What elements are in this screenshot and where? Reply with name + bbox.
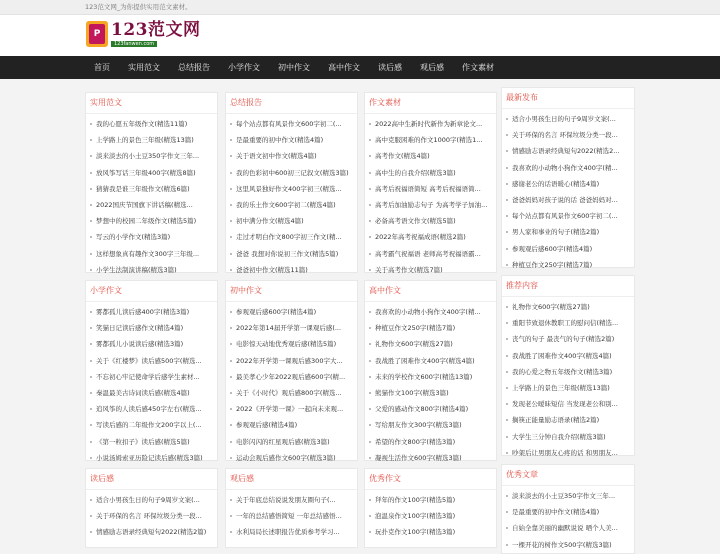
article-link[interactable]: 礼物作文600字(精选27篇) — [506, 299, 630, 315]
article-link[interactable]: 我的色彩初中600初三记叙文(精选3篇) — [230, 165, 353, 181]
article-link[interactable]: 必备高考语文作文(精选5篇) — [369, 213, 492, 229]
article-link[interactable]: 参观观后感600字(精选4篇) — [506, 241, 630, 257]
article-link[interactable]: 2022年高考祝福成语(精选2篇) — [369, 229, 492, 245]
article-link[interactable]: 丧气的句子 最丧气的句子(精选2篇) — [506, 331, 630, 347]
article-link[interactable]: 情感励志语录经典短句2022(精选2篇) — [90, 524, 213, 540]
article-link[interactable]: 一棵开花的树作文500字(精选3篇) — [506, 537, 630, 553]
section-title[interactable]: 实用范文 — [86, 93, 217, 114]
section-box-5 — [364, 280, 497, 461]
section-box-7 — [501, 275, 635, 456]
section-box-10 — [364, 468, 497, 548]
article-link[interactable]: 最美孝心少年2022观后感600字(精... — [230, 369, 353, 385]
article-link[interactable]: 每个站点都有风景作文600字初二(... — [506, 208, 630, 224]
section-box-4 — [225, 280, 358, 461]
nav-item-2[interactable]: 总结报告 — [178, 63, 210, 72]
article-link[interactable]: 大学生三分钟自我介绍(精选3篇) — [506, 429, 630, 445]
article-link[interactable]: 小说汤姆索亚历险记读后感(精选3篇) — [90, 450, 213, 466]
article-link[interactable]: 小学生法制演讲稿(精选3篇) — [90, 262, 213, 278]
article-list — [365, 114, 496, 278]
article-link[interactable]: 关于《小时代》观后感800字(精选... — [230, 385, 353, 401]
section-title[interactable]: 最新发布 — [502, 88, 634, 109]
article-link[interactable]: 每个站点都有风景作文600字初二(... — [230, 116, 353, 132]
article-link[interactable]: 2022年第14届开学第一课观后感(... — [230, 320, 353, 336]
article-link[interactable]: 泡温泉作文100字(精选3篇) — [369, 508, 492, 524]
article-link[interactable]: 关于环保的名言 环保垃圾分类一段... — [90, 508, 213, 524]
article-link[interactable]: 写云的小学作文(精选3篇) — [90, 229, 213, 245]
article-list — [502, 109, 634, 273]
nav-item-5[interactable]: 高中作文 — [328, 63, 360, 72]
article-link[interactable]: 参观观后感(精选4篇) — [230, 417, 353, 433]
article-link[interactable]: 爸爸 我想对你说初三作文(精选5篇) — [230, 246, 353, 262]
article-link[interactable]: 运动会观后感作文600字(精选3篇) — [230, 450, 353, 466]
section-title[interactable]: 作文素材 — [365, 93, 496, 114]
article-link[interactable]: 适合小男孩生日的句子9周岁文案(... — [506, 111, 630, 127]
article-link[interactable]: 不忘初心牢记使命学后感学生素材... — [90, 369, 213, 385]
article-link[interactable]: 我的乐土作文600字初二(精选4篇) — [230, 197, 353, 213]
article-link[interactable]: 情感励志语录经典短句2022(精选2... — [506, 143, 630, 159]
article-link[interactable]: 拜年的作文100字(精选5篇) — [369, 492, 492, 508]
article-link[interactable]: 上学路上的景色三年级(精选13篇) — [90, 132, 213, 148]
section-title[interactable]: 优秀作文 — [365, 469, 496, 490]
article-link[interactable]: 自始全靠美丽的幽默说说 晒个人美... — [506, 520, 630, 536]
article-link[interactable]: 吵架后让男朋友心疼的话 和男朋友... — [506, 445, 630, 461]
article-link[interactable]: 希望的作文800字(精选3篇) — [369, 434, 492, 450]
article-link[interactable]: 雾都孤儿小说读后感(精选3篇) — [90, 336, 213, 352]
logo-title: 123范文网 — [111, 19, 201, 40]
article-link[interactable]: 秦温最美古诗词读后感(精选4篇) — [90, 385, 213, 401]
article-list — [86, 490, 217, 541]
article-list — [365, 490, 496, 541]
article-link[interactable]: 是最重要的初中作文(精选4篇) — [506, 504, 630, 520]
article-link[interactable]: 熊猫作文100字(精选3篇) — [369, 385, 492, 401]
article-link[interactable]: 重阳节致退休教职工的慰问信(精选... — [506, 315, 630, 331]
section-box-9 — [225, 468, 358, 548]
article-link[interactable]: 我战胜了困难作文400字(精选4篇) — [506, 348, 630, 364]
header — [0, 15, 720, 56]
article-link[interactable]: 关于《红楼梦》读后感500字(精选... — [90, 353, 213, 369]
article-link[interactable]: 高中生的自我介绍(精选3篇) — [369, 165, 492, 181]
article-link[interactable]: 感谢老公的话语暖心(精选4篇) — [506, 176, 630, 192]
article-link[interactable]: 高考后加油励志句子 为高考学子加油... — [369, 197, 492, 213]
section-box-6 — [501, 87, 635, 268]
article-link[interactable]: 我的心爱之物五年级作文(精选3篇) — [506, 364, 630, 380]
article-list — [365, 302, 496, 466]
section-title[interactable]: 总结报告 — [226, 93, 357, 114]
article-link[interactable]: 电影惊天动地优秀观后感(精选5篇) — [230, 336, 353, 352]
nav-item-0[interactable]: 首页 — [94, 63, 110, 72]
section-title[interactable]: 读后感 — [86, 469, 217, 490]
article-link[interactable]: 猜猜我是谁三年级作文(精选6篇) — [90, 181, 213, 197]
article-link[interactable]: 凝视生活作文600字(精选3篇) — [369, 450, 492, 466]
article-link[interactable]: 参观观后感600字(精选4篇) — [230, 304, 353, 320]
article-link[interactable]: 《第一粒扣子》读后感(精选5篇) — [90, 434, 213, 450]
article-link[interactable]: 梦想中的校园二年级作文(精选5篇) — [90, 213, 213, 229]
article-link[interactable]: 上学路上的景色三年级(精选13篇) — [506, 380, 630, 396]
section-box-0 — [85, 92, 218, 273]
nav-item-4[interactable]: 初中作文 — [278, 63, 310, 72]
section-title[interactable]: 高中作文 — [365, 281, 496, 302]
nav-item-8[interactable]: 作文素材 — [462, 63, 494, 72]
section-title[interactable]: 观后感 — [226, 469, 357, 490]
article-link[interactable]: 爸爸妈妈对孩子说的话 爸爸妈妈对... — [506, 192, 630, 208]
article-link[interactable]: 高考作文(精选4篇) — [369, 148, 492, 164]
article-list — [226, 302, 357, 466]
article-link[interactable]: 2022年开学第一课观后感300字大... — [230, 353, 353, 369]
article-link[interactable]: 关于环保的名言 环保垃圾分类一段... — [506, 127, 630, 143]
nav-item-1[interactable]: 实用范文 — [128, 63, 160, 72]
article-link[interactable]: 礼物作文600字(精选27篇) — [369, 336, 492, 352]
article-list — [226, 114, 357, 278]
article-link[interactable]: 写读后感的二年级作文200字以上(... — [90, 417, 213, 433]
article-link[interactable]: 关于高考作文(精选7篇) — [369, 262, 492, 278]
article-list — [226, 490, 357, 541]
article-link[interactable]: 雾都孤儿读后感400字(精选3篇) — [90, 304, 213, 320]
article-link[interactable]: 2022国庆节国旗下讲话稿(精选... — [90, 197, 213, 213]
article-link[interactable]: 笑猫日记读后感作文(精选4篇) — [90, 320, 213, 336]
section-title[interactable]: 小学作文 — [86, 281, 217, 302]
section-box-8 — [85, 468, 218, 548]
nav-item-3[interactable]: 小学作文 — [228, 63, 260, 72]
article-list — [86, 302, 217, 466]
article-link[interactable]: 高考霸气祝福语 老师高考祝福语霸... — [369, 246, 492, 262]
article-link[interactable]: 走过才明白作文800字初三作文(精... — [230, 229, 353, 245]
site-tagline: 123范文网_为你提供实用范文素材。 — [85, 3, 192, 11]
article-link[interactable]: 高考后祝福语简短 高考后祝福语简... — [369, 181, 492, 197]
article-link[interactable]: 玩扑克作文100字(精选3篇) — [369, 524, 492, 540]
article-link[interactable]: 是最重要的初中作文(精选4篇) — [230, 132, 353, 148]
article-link[interactable]: 未来的学校作文600字(精选13篇) — [369, 369, 492, 385]
article-link[interactable]: 发现老公暧昧短信 当发现老公和别... — [506, 396, 630, 412]
section-title[interactable]: 推荐内容 — [502, 276, 634, 297]
logo-domain: 123fanwen.com — [111, 41, 157, 47]
article-link[interactable]: 这里风景独好作文400字初三(精选... — [230, 181, 353, 197]
article-link[interactable]: 爸爸初中作文(精选11篇) — [230, 262, 353, 278]
article-link[interactable]: 父爱的感动作文800字(精选4篇) — [369, 401, 492, 417]
article-link[interactable]: 一年的总结感悟简短 一年总结感悟... — [230, 508, 353, 524]
article-link[interactable]: 关于年底总结说说发朋友圈句子(... — [230, 492, 353, 508]
article-link[interactable]: 追风筝的人读后感450字左右(精选... — [90, 401, 213, 417]
article-link[interactable]: 水利局局长述职报告优质参考学习... — [230, 524, 353, 540]
article-link[interactable]: 我喜欢的小动物小狗作文400字(精... — [369, 304, 492, 320]
article-list — [502, 486, 634, 553]
nav-item-7[interactable]: 观后感 — [420, 63, 444, 72]
section-box-2 — [364, 92, 497, 273]
article-link[interactable]: 电影闪闪的红星观后感(精选3篇) — [230, 434, 353, 450]
article-link[interactable]: 关于语文初中作文(精选4篇) — [230, 148, 353, 164]
article-link[interactable]: 2022《开学第一课》一起向未来观... — [230, 401, 353, 417]
article-link[interactable]: 放风筝写话三年级400字(精选8篇) — [90, 165, 213, 181]
article-link[interactable]: 2022高中生新时代新作为新章论文... — [369, 116, 492, 132]
article-link[interactable]: 淡来淡去的小土豆350字作文三年... — [506, 488, 630, 504]
article-link[interactable]: 高中克服困难的作文1000字(精选1... — [369, 132, 492, 148]
section-title[interactable]: 优秀文章 — [502, 465, 634, 486]
top-bar — [0, 0, 720, 15]
main-nav — [0, 56, 720, 79]
article-list — [86, 114, 217, 278]
article-link[interactable]: 淡来淡去的小土豆350字作文三年... — [90, 148, 213, 164]
article-link[interactable]: 我的心愿五年级作文(精选11篇) — [90, 116, 213, 132]
article-link[interactable]: 搁筷正能量励志语录(精选2篇) — [506, 412, 630, 428]
article-link[interactable]: 男人家和事业的句子(精选2篇) — [506, 224, 630, 240]
article-link[interactable]: 这样想象真有趣作文300字三年级... — [90, 246, 213, 262]
nav-item-6[interactable]: 读后感 — [378, 63, 402, 72]
site-logo[interactable] — [86, 21, 201, 47]
section-box-11 — [501, 464, 635, 554]
section-box-1 — [225, 92, 358, 273]
section-box-3 — [85, 280, 218, 461]
section-title[interactable]: 初中作文 — [226, 281, 357, 302]
article-link[interactable]: 种植豆作文250字(精选7篇) — [506, 257, 630, 273]
article-link[interactable]: 写给朋友作文300字(精选3篇) — [369, 417, 492, 433]
article-link[interactable]: 种植豆作文250字(精选7篇) — [369, 320, 492, 336]
article-link[interactable]: 我喜欢的小动物小狗作文400字(精... — [506, 160, 630, 176]
logo-icon: P — [86, 21, 108, 47]
article-link[interactable]: 适合小男孩生日的句子9周岁文案(... — [90, 492, 213, 508]
article-link[interactable]: 我战胜了困难作文400字(精选4篇) — [369, 353, 492, 369]
article-list — [502, 297, 634, 461]
article-link[interactable]: 初中满分作文(精选4篇) — [230, 213, 353, 229]
